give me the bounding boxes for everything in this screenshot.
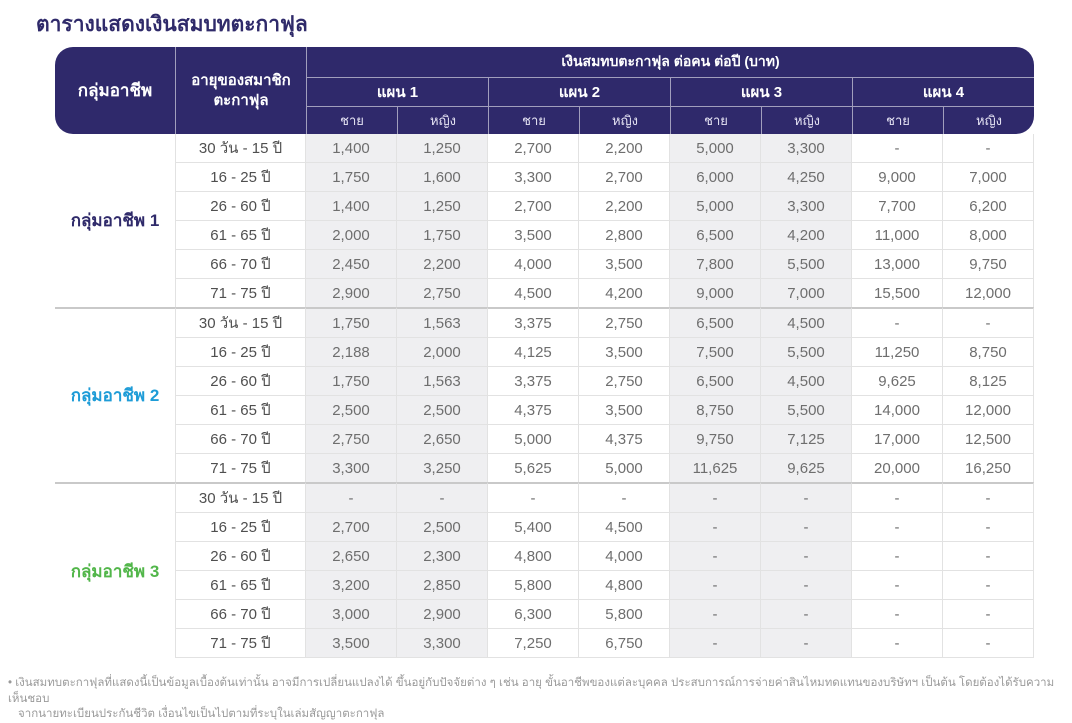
contribution-cell: - bbox=[943, 307, 1034, 338]
contribution-cell: 9,750 bbox=[670, 425, 761, 454]
contribution-cell: 1,250 bbox=[397, 192, 488, 221]
contribution-cell: 2,750 bbox=[397, 279, 488, 307]
table-header bbox=[55, 47, 1034, 134]
contribution-cell: 5,500 bbox=[761, 338, 852, 367]
contribution-cell: 1,750 bbox=[306, 307, 397, 338]
table-row bbox=[55, 425, 1034, 454]
footnote-line-1: • เงินสมทบตะกาฟุลที่แสดงนี้เป็นข้อมูลเบื้องต้นเท่านั้น อาจมีการเปลี่ยนแปลงได้ ขึ้นอยู่กับปัจจัยต่าง ๆ เช่น อายุ ขั้นอาชีพของแต่ละบุคคล ประสบการณ์การจ่ายค่าสินไหมทดแทนของบริษัทฯ เป็นต้น โดยต้องได้รับความเห็นชอบ bbox=[8, 677, 1055, 705]
contribution-cell: 5,400 bbox=[488, 513, 579, 542]
contribution-cell: 2,500 bbox=[397, 396, 488, 425]
contribution-cell: - bbox=[670, 600, 761, 629]
contribution-cell: 3,500 bbox=[579, 396, 670, 425]
contribution-cell: 4,500 bbox=[761, 307, 852, 338]
contribution-cell: - bbox=[761, 571, 852, 600]
contribution-cell: - bbox=[943, 600, 1034, 629]
contribution-cell: 9,625 bbox=[761, 454, 852, 482]
contribution-cell: 4,800 bbox=[579, 571, 670, 600]
contribution-cell: - bbox=[761, 600, 852, 629]
group-label: กลุ่มอาชีพ 1 bbox=[55, 134, 175, 307]
contribution-cell: 5,800 bbox=[579, 600, 670, 629]
contribution-cell: 4,000 bbox=[488, 250, 579, 279]
age-range-cell: 61 - 65 ปี bbox=[175, 571, 306, 600]
contribution-cell: 6,750 bbox=[579, 629, 670, 658]
contribution-cell: 3,500 bbox=[488, 221, 579, 250]
contribution-cell: - bbox=[670, 542, 761, 571]
age-range-cell: 61 - 65 ปี bbox=[175, 221, 306, 250]
contribution-cell: - bbox=[852, 600, 943, 629]
contribution-cell: 5,000 bbox=[670, 134, 761, 163]
contribution-cell: - bbox=[852, 307, 943, 338]
contribution-cell: 6,500 bbox=[670, 367, 761, 396]
contribution-cell: - bbox=[943, 542, 1034, 571]
table-row bbox=[55, 629, 1034, 658]
contribution-cell: - bbox=[852, 629, 943, 658]
contribution-cell: 9,000 bbox=[670, 279, 761, 307]
contribution-cell: - bbox=[852, 542, 943, 571]
footnote-line-2: จากนายทะเบียนประกันชีวิต เงื่อนไขเป็นไปตามที่ระบุในเล่มสัญญาตะกาฟุล bbox=[18, 708, 385, 721]
age-range-cell: 66 - 70 ปี bbox=[175, 600, 306, 629]
contribution-cell: 4,800 bbox=[488, 542, 579, 571]
contribution-cell: 2,500 bbox=[306, 396, 397, 425]
age-range-cell: 71 - 75 ปี bbox=[175, 629, 306, 658]
contribution-cell: 8,750 bbox=[943, 338, 1034, 367]
age-range-cell: 66 - 70 ปี bbox=[175, 425, 306, 454]
contribution-cell: 7,000 bbox=[943, 163, 1034, 192]
contribution-cell: 12,000 bbox=[943, 396, 1034, 425]
contribution-cell: 3,300 bbox=[488, 163, 579, 192]
contribution-cell: 8,750 bbox=[670, 396, 761, 425]
table-row bbox=[55, 367, 1034, 396]
contribution-cell: 16,250 bbox=[943, 454, 1034, 482]
contribution-cell: 3,300 bbox=[761, 192, 852, 221]
contribution-cell: 3,300 bbox=[397, 629, 488, 658]
contribution-cell: - bbox=[488, 482, 579, 513]
age-range-cell: 30 วัน - 15 ปี bbox=[175, 134, 306, 163]
contribution-cell: 3,000 bbox=[306, 600, 397, 629]
contribution-cell: 6,000 bbox=[670, 163, 761, 192]
contribution-cell: 1,750 bbox=[306, 163, 397, 192]
table-row bbox=[55, 454, 1034, 482]
contribution-cell: 2,700 bbox=[488, 134, 579, 163]
contribution-cell: 8,000 bbox=[943, 221, 1034, 250]
col-header-member-age bbox=[175, 47, 306, 134]
contribution-cell: 1,600 bbox=[397, 163, 488, 192]
contribution-cell: - bbox=[670, 513, 761, 542]
contribution-cell: 2,900 bbox=[397, 600, 488, 629]
age-range-cell: 30 วัน - 15 ปี bbox=[175, 307, 306, 338]
table-row bbox=[55, 571, 1034, 600]
contribution-cell: 2,750 bbox=[579, 307, 670, 338]
col-header-occupation-group: กลุ่มอาชีพ bbox=[55, 47, 175, 134]
contribution-cell: - bbox=[852, 513, 943, 542]
contribution-cell: 6,200 bbox=[943, 192, 1034, 221]
contribution-cell: 4,375 bbox=[579, 425, 670, 454]
age-range-cell: 71 - 75 ปี bbox=[175, 454, 306, 482]
col-header-male-plan-1: ชาย bbox=[306, 107, 397, 134]
contribution-cell: 2,800 bbox=[579, 221, 670, 250]
age-range-cell: 16 - 25 ปี bbox=[175, 338, 306, 367]
table-row bbox=[55, 513, 1034, 542]
age-range-cell: 26 - 60 ปี bbox=[175, 542, 306, 571]
contribution-cell: - bbox=[761, 629, 852, 658]
contribution-cell: 8,125 bbox=[943, 367, 1034, 396]
contribution-cell: 7,000 bbox=[761, 279, 852, 307]
col-header-plan-1: แผน 1 bbox=[306, 78, 488, 107]
age-range-cell: 30 วัน - 15 ปี bbox=[175, 482, 306, 513]
col-header-member-age-line2: ตะกาฟุล bbox=[213, 91, 269, 109]
contribution-cell: 7,800 bbox=[670, 250, 761, 279]
table-body bbox=[55, 134, 1034, 658]
contribution-cell: - bbox=[397, 482, 488, 513]
col-header-plan-3: แผน 3 bbox=[670, 78, 852, 107]
contribution-cell: 2,750 bbox=[306, 425, 397, 454]
contribution-cell: 6,500 bbox=[670, 307, 761, 338]
age-range-cell: 26 - 60 ปี bbox=[175, 192, 306, 221]
contribution-cell: 5,625 bbox=[488, 454, 579, 482]
contribution-cell: 4,500 bbox=[761, 367, 852, 396]
contribution-cell: 20,000 bbox=[852, 454, 943, 482]
contribution-cell: 1,750 bbox=[397, 221, 488, 250]
age-range-cell: 16 - 25 ปี bbox=[175, 163, 306, 192]
contribution-cell: 7,125 bbox=[761, 425, 852, 454]
col-header-female-plan-3: หญิง bbox=[761, 107, 852, 134]
contribution-cell: 7,500 bbox=[670, 338, 761, 367]
table-row bbox=[55, 134, 1034, 163]
contribution-cell: 3,250 bbox=[397, 454, 488, 482]
contribution-cell: 9,000 bbox=[852, 163, 943, 192]
contribution-cell: 4,125 bbox=[488, 338, 579, 367]
contribution-cell: 7,250 bbox=[488, 629, 579, 658]
contribution-cell: 11,625 bbox=[670, 454, 761, 482]
contribution-cell: - bbox=[670, 482, 761, 513]
contribution-cell: - bbox=[943, 629, 1034, 658]
contribution-cell: - bbox=[306, 482, 397, 513]
table-row bbox=[55, 279, 1034, 307]
contribution-cell: 1,250 bbox=[397, 134, 488, 163]
col-header-male-plan-4: ชาย bbox=[852, 107, 943, 134]
age-range-cell: 71 - 75 ปี bbox=[175, 279, 306, 307]
contribution-cell: 1,750 bbox=[306, 367, 397, 396]
contribution-cell: 5,500 bbox=[761, 396, 852, 425]
col-header-female-plan-4: หญิง bbox=[943, 107, 1034, 134]
contribution-cell: 3,200 bbox=[306, 571, 397, 600]
col-header-contribution-per-year: เงินสมทบตะกาฟุล ต่อคน ต่อปี (บาท) bbox=[306, 47, 1034, 78]
contribution-cell: 15,500 bbox=[852, 279, 943, 307]
contribution-cell: 3,300 bbox=[306, 454, 397, 482]
contribution-cell: 2,850 bbox=[397, 571, 488, 600]
age-range-cell: 26 - 60 ปี bbox=[175, 367, 306, 396]
table-row bbox=[55, 307, 1034, 338]
col-header-male-plan-2: ชาย bbox=[488, 107, 579, 134]
contribution-cell: 5,500 bbox=[761, 250, 852, 279]
contribution-cell: 1,563 bbox=[397, 307, 488, 338]
contribution-cell: 3,375 bbox=[488, 367, 579, 396]
table-row bbox=[55, 221, 1034, 250]
contribution-cell: 3,500 bbox=[306, 629, 397, 658]
contribution-cell: 9,750 bbox=[943, 250, 1034, 279]
contribution-cell: - bbox=[943, 571, 1034, 600]
contribution-cell: 1,563 bbox=[397, 367, 488, 396]
contribution-cell: 4,200 bbox=[761, 221, 852, 250]
contribution-cell: - bbox=[670, 629, 761, 658]
contribution-cell: - bbox=[943, 513, 1034, 542]
table-row bbox=[55, 600, 1034, 629]
contribution-cell: 13,000 bbox=[852, 250, 943, 279]
contribution-cell: - bbox=[852, 482, 943, 513]
contribution-cell: 4,500 bbox=[579, 513, 670, 542]
contribution-cell: 2,700 bbox=[579, 163, 670, 192]
contribution-cell: - bbox=[761, 482, 852, 513]
contribution-cell: - bbox=[579, 482, 670, 513]
contribution-cell: 6,300 bbox=[488, 600, 579, 629]
age-range-cell: 61 - 65 ปี bbox=[175, 396, 306, 425]
contribution-cell: - bbox=[761, 542, 852, 571]
contribution-cell: 1,400 bbox=[306, 134, 397, 163]
table-row bbox=[55, 542, 1034, 571]
takaful-contribution-table bbox=[55, 47, 1034, 658]
contribution-cell: - bbox=[670, 571, 761, 600]
contribution-cell: 4,000 bbox=[579, 542, 670, 571]
contribution-cell: 2,200 bbox=[397, 250, 488, 279]
contribution-cell: - bbox=[943, 482, 1034, 513]
contribution-cell: - bbox=[852, 571, 943, 600]
table-row bbox=[55, 338, 1034, 367]
footnote bbox=[8, 676, 1066, 723]
contribution-cell: 1,400 bbox=[306, 192, 397, 221]
contribution-cell: 4,375 bbox=[488, 396, 579, 425]
page-title: ตารางแสดงเงินสมบทตะกาฟุล bbox=[36, 13, 308, 36]
contribution-cell: - bbox=[943, 134, 1034, 163]
contribution-cell: 4,250 bbox=[761, 163, 852, 192]
contribution-cell: 11,250 bbox=[852, 338, 943, 367]
contribution-cell: 2,188 bbox=[306, 338, 397, 367]
age-range-cell: 16 - 25 ปี bbox=[175, 513, 306, 542]
contribution-cell: 11,000 bbox=[852, 221, 943, 250]
contribution-cell: 5,000 bbox=[579, 454, 670, 482]
contribution-cell: 2,200 bbox=[579, 134, 670, 163]
contribution-cell: 17,000 bbox=[852, 425, 943, 454]
contribution-cell: 2,300 bbox=[397, 542, 488, 571]
contribution-cell: 4,200 bbox=[579, 279, 670, 307]
contribution-cell: 5,000 bbox=[488, 425, 579, 454]
contribution-cell: 2,900 bbox=[306, 279, 397, 307]
contribution-cell: 7,700 bbox=[852, 192, 943, 221]
contribution-cell: 3,500 bbox=[579, 250, 670, 279]
contribution-cell: 2,000 bbox=[397, 338, 488, 367]
group-label: กลุ่มอาชีพ 2 bbox=[55, 307, 175, 482]
table-row bbox=[55, 192, 1034, 221]
col-header-female-plan-1: หญิง bbox=[397, 107, 488, 134]
col-header-female-plan-2: หญิง bbox=[579, 107, 670, 134]
contribution-cell: 12,500 bbox=[943, 425, 1034, 454]
table-row bbox=[55, 396, 1034, 425]
contribution-cell: 5,000 bbox=[670, 192, 761, 221]
contribution-cell: 9,625 bbox=[852, 367, 943, 396]
contribution-cell: 2,200 bbox=[579, 192, 670, 221]
group-label: กลุ่มอาชีพ 3 bbox=[55, 482, 175, 658]
age-range-cell: 66 - 70 ปี bbox=[175, 250, 306, 279]
col-header-male-plan-3: ชาย bbox=[670, 107, 761, 134]
col-header-plan-2: แผน 2 bbox=[488, 78, 670, 107]
contribution-cell: - bbox=[852, 134, 943, 163]
contribution-cell: - bbox=[761, 513, 852, 542]
contribution-cell: 2,500 bbox=[397, 513, 488, 542]
contribution-cell: 14,000 bbox=[852, 396, 943, 425]
contribution-cell: 6,500 bbox=[670, 221, 761, 250]
contribution-cell: 2,450 bbox=[306, 250, 397, 279]
table-row bbox=[55, 482, 1034, 513]
contribution-cell: 2,650 bbox=[306, 542, 397, 571]
contribution-cell: 2,650 bbox=[397, 425, 488, 454]
contribution-cell: 3,500 bbox=[579, 338, 670, 367]
contribution-cell: 3,375 bbox=[488, 307, 579, 338]
contribution-cell: 3,300 bbox=[761, 134, 852, 163]
table-row bbox=[55, 250, 1034, 279]
contribution-cell: 4,500 bbox=[488, 279, 579, 307]
contribution-cell: 5,800 bbox=[488, 571, 579, 600]
contribution-cell: 2,000 bbox=[306, 221, 397, 250]
col-header-plan-4: แผน 4 bbox=[852, 78, 1034, 107]
contribution-cell: 2,700 bbox=[488, 192, 579, 221]
col-header-member-age-line1: อายุของสมาชิก bbox=[191, 72, 291, 89]
contribution-cell: 2,700 bbox=[306, 513, 397, 542]
contribution-cell: 2,750 bbox=[579, 367, 670, 396]
table-row bbox=[55, 163, 1034, 192]
contribution-cell: 12,000 bbox=[943, 279, 1034, 307]
